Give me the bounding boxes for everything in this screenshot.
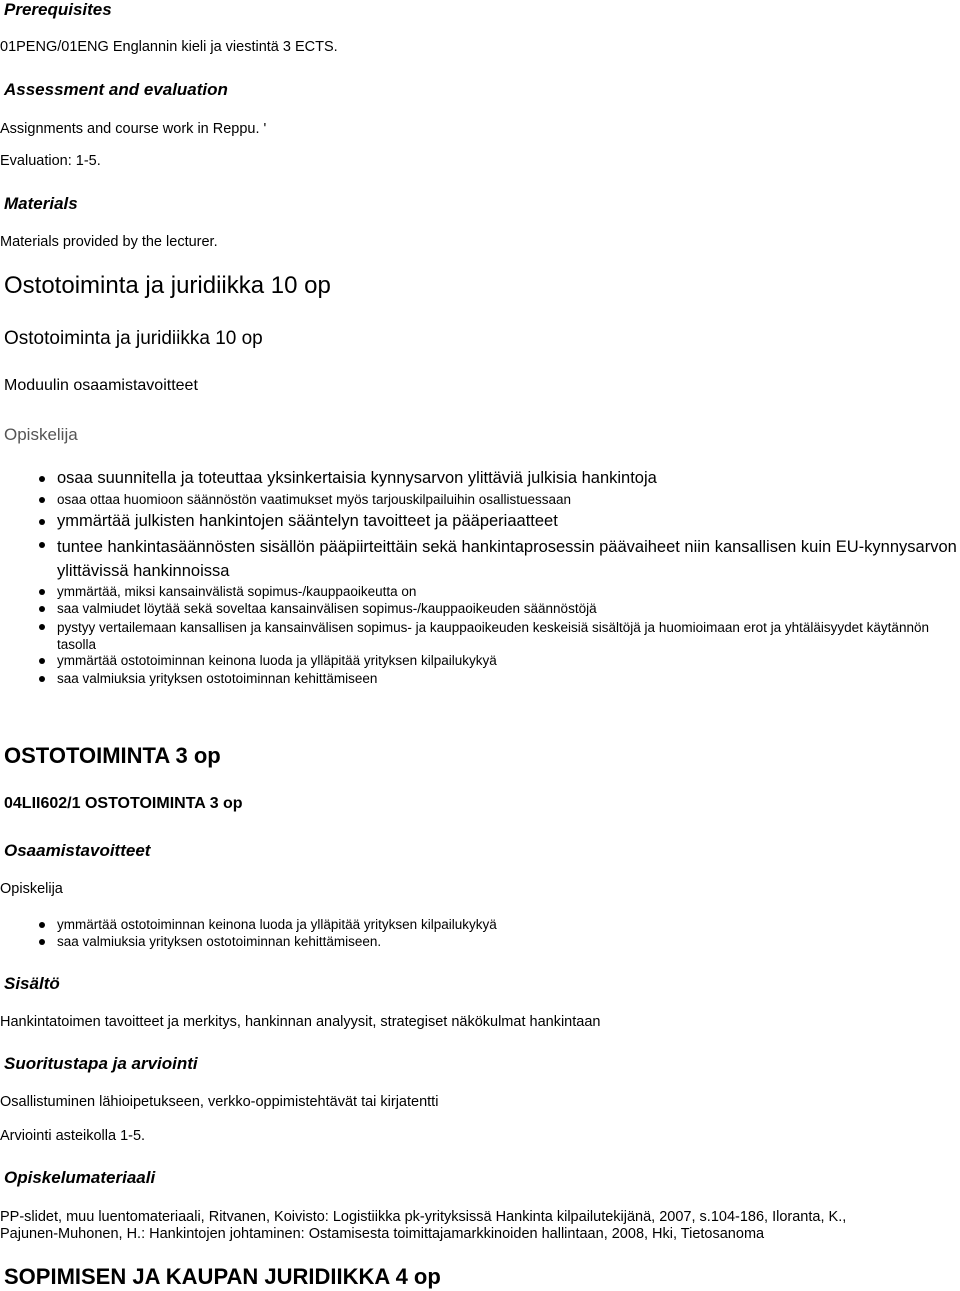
list-item: saa valmiudet löytää sekä soveltaa kansainvälisen sopimus-/kauppaoikeuden säännöstöjä xyxy=(57,601,597,616)
list-item: ymmärtää julkisten hankintojen sääntelyn tavoitteet ja pääperiaatteet xyxy=(57,512,558,530)
next-course-title: SOPIMISEN JA KAUPAN JURIDIIKKA 4 op xyxy=(4,1264,441,1289)
list-item: tuntee hankintasäännösten sisällön pääpiirteittäin sekä hankintaprosessin päävaiheet niin kansallisen kuin EU-kynnysarvon ylittävissä hankinnoissa xyxy=(57,535,960,583)
list-item: osaa ottaa huomioon säännöstön vaatimukset myös tarjouskilpailuihin osallistuessaan xyxy=(57,492,572,507)
module-subtitle: Ostotoiminta ja juridiikka 10 op xyxy=(4,328,263,349)
content-heading: Sisältö xyxy=(4,974,60,993)
list-item: ymmärtää ostotoiminnan keinona luoda ja ylläpitää yrityksen kilpailukykyä xyxy=(57,917,497,932)
course-materials-heading: Opiskelumateriaali xyxy=(4,1168,156,1187)
evaluation-text: Evaluation: 1-5. xyxy=(0,153,101,169)
list-item: saa valmiuksia yrityksen ostotoiminnan kehittämiseen xyxy=(57,671,378,686)
module-student-label: Opiskelija xyxy=(4,425,78,444)
materials-text: Materials provided by the lecturer. xyxy=(0,234,218,250)
list-item: osaa suunnitella ja toteuttaa yksinkertaisia kynnysarvon ylittäviä julkisia hankintoja xyxy=(57,469,657,487)
grading-text: Arviointi asteikolla 1-5. xyxy=(0,1128,146,1144)
course-code-title: 04LII602/1 OSTOTOIMINTA 3 op xyxy=(4,795,243,812)
list-item: ymmärtää, miksi kansainvälistä sopimus-/kauppaoikeutta on xyxy=(57,584,417,599)
course-student-label: Opiskelija xyxy=(0,881,63,897)
course-materials-text: PP-slidet, muu luentomateriaali, Ritvanen, Koivisto: Logistiikka pk-yrityksissä Hankinta kilpailutekijänä, 2007, s.104-186, Iloranta, K., Pajunen-Muhonen, H.: Hankintojen johtaminen: Ostamisesta toimittajamarkkinoiden hallintaan, 2008, Hki, Tietosanoma xyxy=(0,1209,847,1242)
list-item: ymmärtää ostotoiminnan keinona luoda ja ylläpitää yrityksen kilpailukykyä xyxy=(57,653,497,668)
prerequisites-heading: Prerequisites xyxy=(4,0,112,19)
module-title: Ostotoiminta ja juridiikka 10 op xyxy=(4,272,331,299)
list-item: saa valmiuksia yrityksen ostotoiminnan kehittämiseen. xyxy=(57,934,382,949)
assessment-heading: Assessment and evaluation xyxy=(4,80,228,99)
materials-heading: Materials xyxy=(4,194,78,213)
prerequisites-text: 01PENG/01ENG Englannin kieli ja viestintä 3 ECTS. xyxy=(0,39,338,55)
module-goals-heading: Moduulin osaamistavoitteet xyxy=(4,377,198,394)
list-item: pystyy vertailemaan kansallisen ja kansainvälisen sopimus- ja kauppaoikeuden keskeisiä sisältöjä ja huomioimaan erot ja yhtäläisyydet käytännön tasolla xyxy=(57,619,960,653)
method-heading: Suoritustapa ja arviointi xyxy=(4,1054,198,1073)
assessment-text: Assignments and course work in Reppu. ' xyxy=(0,121,267,137)
course-goals-heading: Osaamistavoitteet xyxy=(4,841,151,860)
content-text: Hankintatoimen tavoitteet ja merkitys, hankinnan analyysit, strategiset näkökulmat hankintaan xyxy=(0,1014,601,1030)
course-title: OSTOTOIMINTA 3 op xyxy=(4,743,221,768)
method-text: Osallistuminen lähioipetukseen, verkko-oppimistehtävät tai kirjatentti xyxy=(0,1094,439,1110)
